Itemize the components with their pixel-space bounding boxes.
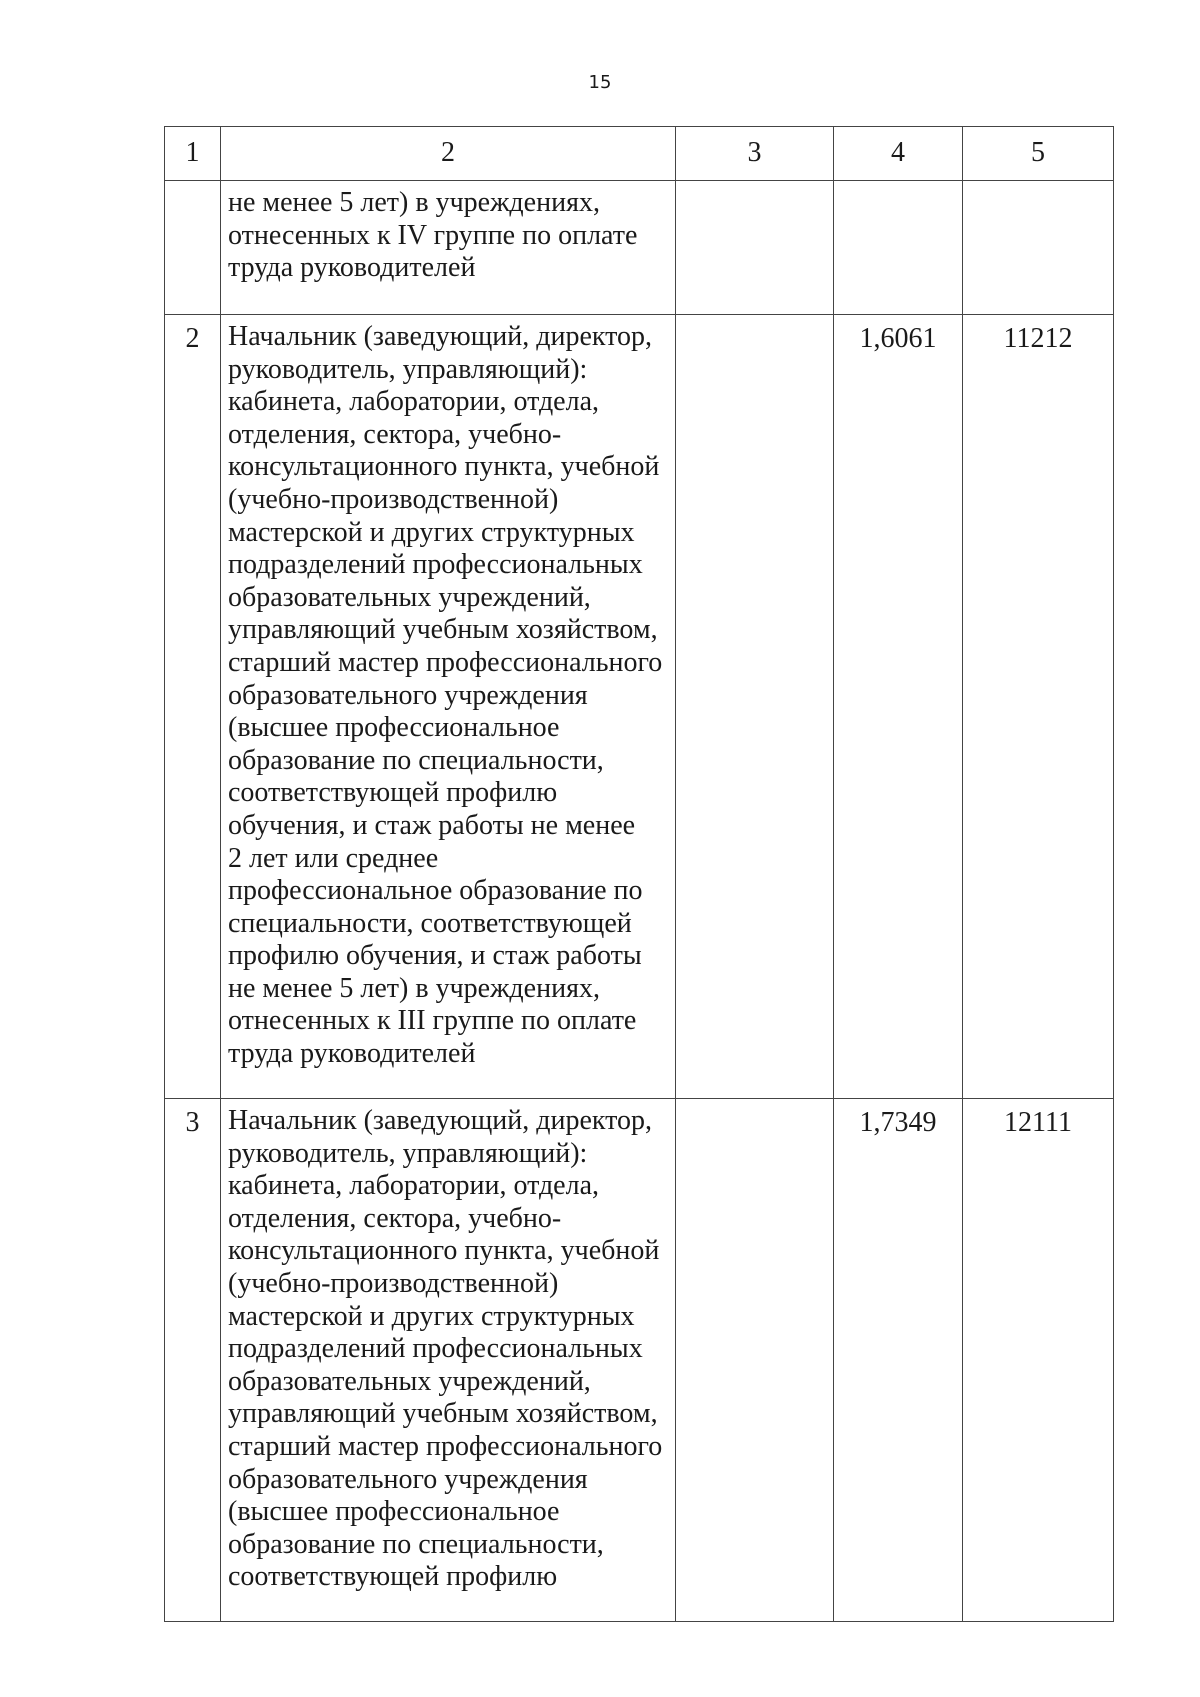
description-line: профессиональное образование по <box>228 875 643 907</box>
description-line: специальности, соответствующей <box>228 907 632 939</box>
description-line: консультационного пункта, учебной <box>228 451 660 483</box>
description-line: труда руководителей <box>228 1038 476 1070</box>
position-description-cell <box>221 181 676 315</box>
description-line: образовательных учреждений, <box>228 1365 591 1397</box>
description-line: 2 лет или среднее <box>228 842 439 874</box>
column-3-cell <box>676 181 834 315</box>
description-line: образование по специальности, <box>228 744 604 776</box>
column-3-cell <box>676 315 834 1099</box>
description-line: образование по специальности, <box>228 1528 604 1560</box>
description-line: Начальник (заведующий, директор, <box>228 1105 652 1136</box>
description-line: Начальник (заведующий, директор, <box>228 321 652 352</box>
salary-cell: 12111 <box>963 1099 1114 1622</box>
row-number-cell: 2 <box>165 315 221 1099</box>
header-cell-4: 4 <box>834 127 963 181</box>
coefficient-cell: 1,6061 <box>834 315 963 1099</box>
description-line: старший мастер профессионального <box>228 1430 663 1462</box>
description-line: образовательных учреждений, <box>228 581 591 613</box>
row-number-cell <box>165 181 221 315</box>
description-line: консультационного пункта, учебной <box>228 1235 660 1267</box>
description-line: не менее 5 лет) в учреждениях, <box>228 187 600 218</box>
coefficient-cell <box>834 181 963 315</box>
table-row <box>165 181 1114 315</box>
description-line: отнесенных к III группе по оплате <box>228 1005 637 1037</box>
description-line: труда руководителей <box>228 252 476 284</box>
table-row <box>165 315 1114 1099</box>
description-line: кабинета, лаборатории, отдела, <box>228 386 600 418</box>
description-line: не менее 5 лет) в учреждениях, <box>228 972 600 1004</box>
description-line: подразделений профессиональных <box>228 549 643 581</box>
description-line: соответствующей профилю <box>228 1561 558 1593</box>
salary-cell: 11212 <box>963 315 1114 1099</box>
header-cell-1: 1 <box>165 127 221 181</box>
description-line: руководитель, управляющий): <box>228 1137 588 1169</box>
description-line: (высшее профессиональное <box>228 712 560 744</box>
description-line: (учебно-производственной) <box>228 1267 559 1299</box>
header-cell-3: 3 <box>676 127 834 181</box>
salary-table <box>164 126 1114 1622</box>
row-number-cell: 3 <box>165 1099 221 1622</box>
description-line: мастерской и других структурных <box>228 1300 635 1332</box>
salary-cell <box>963 181 1114 315</box>
header-cell-5: 5 <box>963 127 1114 181</box>
description-line: профилю обучения, и стаж работы <box>228 940 642 972</box>
description-line: образовательного учреждения <box>228 679 588 711</box>
description-line: мастерской и других структурных <box>228 516 635 548</box>
coefficient-cell: 1,7349 <box>834 1099 963 1622</box>
description-line: подразделений профессиональных <box>228 1333 643 1365</box>
table-row <box>165 1099 1114 1622</box>
description-line: старший мастер профессионального <box>228 646 663 678</box>
column-3-cell <box>676 1099 834 1622</box>
position-description-cell <box>221 315 676 1099</box>
description-line: управляющий учебным хозяйством, <box>228 1398 658 1430</box>
position-description-cell <box>221 1099 676 1622</box>
description-line: (высшее профессиональное <box>228 1496 560 1528</box>
description-line: кабинета, лаборатории, отдела, <box>228 1170 600 1202</box>
description-line: отделения, сектора, учебно- <box>228 1202 562 1234</box>
description-line: образовательного учреждения <box>228 1463 588 1495</box>
description-line: отделения, сектора, учебно- <box>228 418 562 450</box>
description-line: отнесенных к IV группе по оплате <box>228 219 638 251</box>
description-line: руководитель, управляющий): <box>228 353 588 385</box>
description-line: управляющий учебным хозяйством, <box>228 614 658 646</box>
description-line: обучения, и стаж работы не менее <box>228 809 636 841</box>
table-header-row <box>165 127 1114 181</box>
header-cell-2: 2 <box>221 127 676 181</box>
description-line: соответствующей профилю <box>228 777 558 809</box>
description-line: (учебно-производственной) <box>228 483 559 515</box>
page-number: 15 <box>588 72 612 93</box>
